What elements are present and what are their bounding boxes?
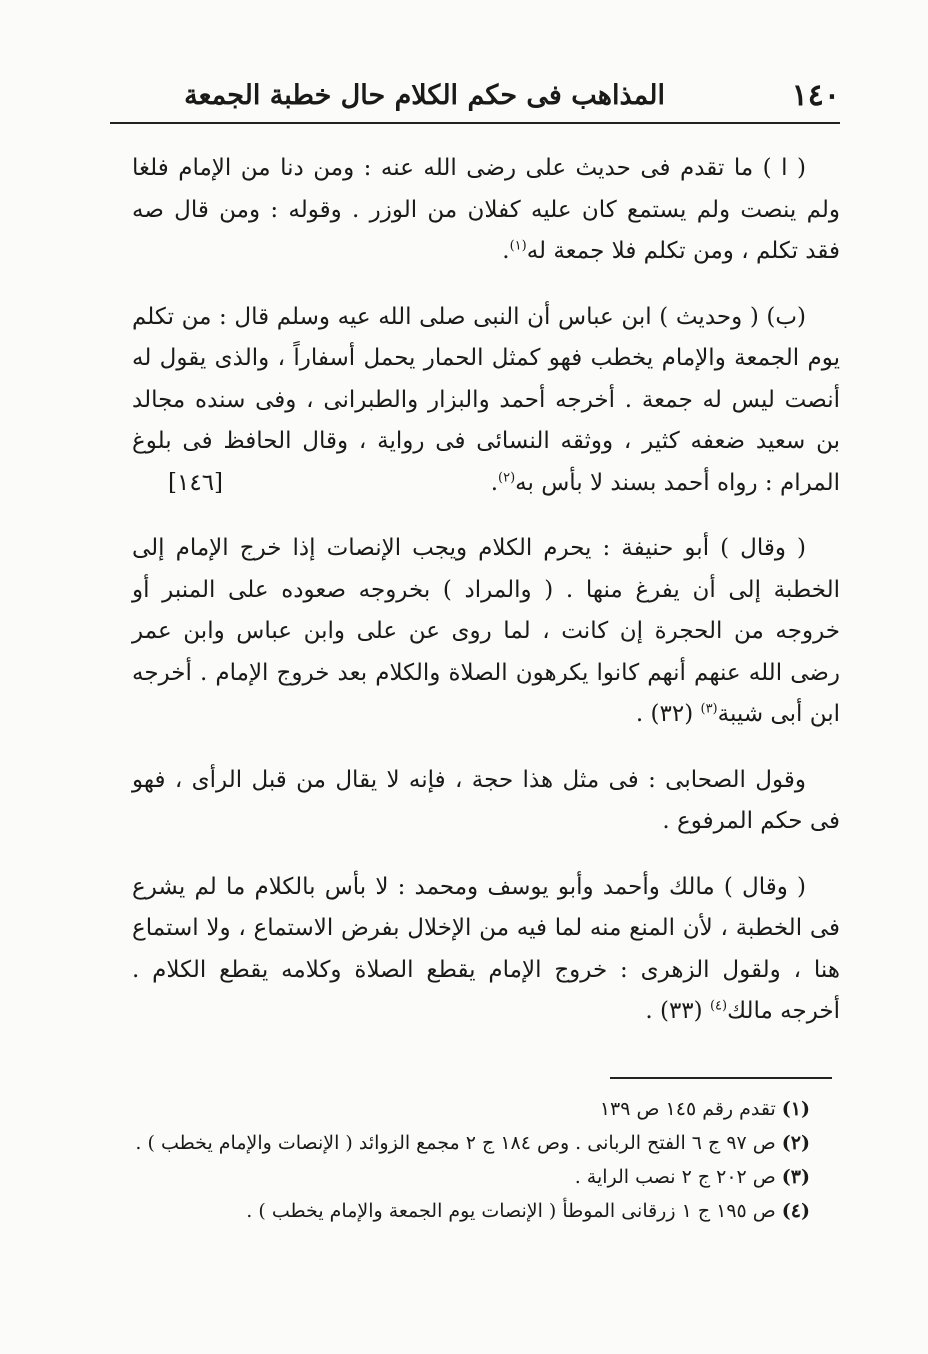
page-number: ١٤٠ [791, 78, 840, 113]
footnote: (٣)ص ٢٠٢ ج ٢ نصب الراية . [574, 1166, 810, 1188]
footnote-ref: (٢) [498, 469, 516, 485]
footnote-ref: (٤) [709, 998, 728, 1014]
footnote-divider [610, 1077, 832, 1079]
paragraph: ( وقال ) مالك وأحمد وأبو يوسف ومحمد : لا بأس بالكلام ما لم يشرع فى الخطبة ، لأن المنع منه لما فيه من الإخلال بفرض الاستماع ، ولا استماع هنا ، ولقول الزهرى : خروج الإمام يقطع الصلاة وكلامه يقطع الكلام . أخرجه مالك$^{(٤)}$ (٣٣) . [132, 873, 840, 1024]
paragraph: ( ا ) ما تقدم فى حديث على رضى الله عنه : ومن دنا من الإمام فلغا ولم ينصت ولم يستمع كان عليه كفلان من الوزر . وقوله : ومن قال صه فقد تكلم ، ومن تكلم فلا جمعة له$^{(١)}$. [132, 155, 840, 264]
footnote: (٢)ص ٩٧ ج ٦ الفتح الربانى . وص ١٨٤ ج ٢ مجمع الزوائد ( الإنصات والإمام يخطب ) . [135, 1132, 810, 1154]
footnote: (٤)ص ١٩٥ ج ١ زرقانى الموطأ ( الإنصات يوم الجمعة والإمام يخطب ) . [246, 1200, 810, 1222]
paragraph: ( وقال ) أبو حنيفة : يحرم الكلام ويجب الإنصات إذا خرج الإمام إلى الخطبة إلى أن يفرغ منها . ( والمراد ) بخروجه صعوده على المنبر أو خروجه من الحجرة إن كانت ، لما روى عن على وابن عباس وابن عمر رضى الله عنهم أنهم كانوا يكرهون الصلاة والكلام بعد خروج الإمام . أخرجه ابن أبى شيبة$^{(٣)}$ (٣٢) . [132, 535, 840, 727]
main-text [132, 148, 840, 1057]
page-header [110, 70, 840, 124]
paragraph: وقول الصحابى : فى مثل هذا حجة ، فإنه لا يقال من قبل الرأى ، فهو فى حكم المرفوع . [132, 766, 840, 834]
paragraph: (ب) ( وحديث ) ابن عباس أن النبى صلى الله عيه وسلم قال : من تكلم يوم الجمعة والإمام يخطب فهو كمثل الحمار يحمل أسفاراً ، والذى يقول له أنصت ليس له جمعة . أخرجه أحمد والبزار والطبرانى ، وفى سنده مجالد بن سعيد ضعفه كثير ، ووثقه النسائى فى رواية ، وقال الحافظ فى بلوغ المرام : رواه أحمد بسند لا بأس به$^{(٢)}$. [١٤٦] [132, 297, 840, 505]
hadith-number: [١٤٦] [168, 469, 224, 496]
footnote-ref: (٣) [700, 701, 718, 717]
footnote: (١)تقدم رقم ١٤٥ ص ١٣٩ [599, 1098, 810, 1120]
footnotes [132, 1092, 840, 1228]
footnote-ref: (١) [509, 238, 527, 254]
running-title: المذاهب فى حكم الكلام حال خطبة الجمعة [184, 80, 665, 111]
